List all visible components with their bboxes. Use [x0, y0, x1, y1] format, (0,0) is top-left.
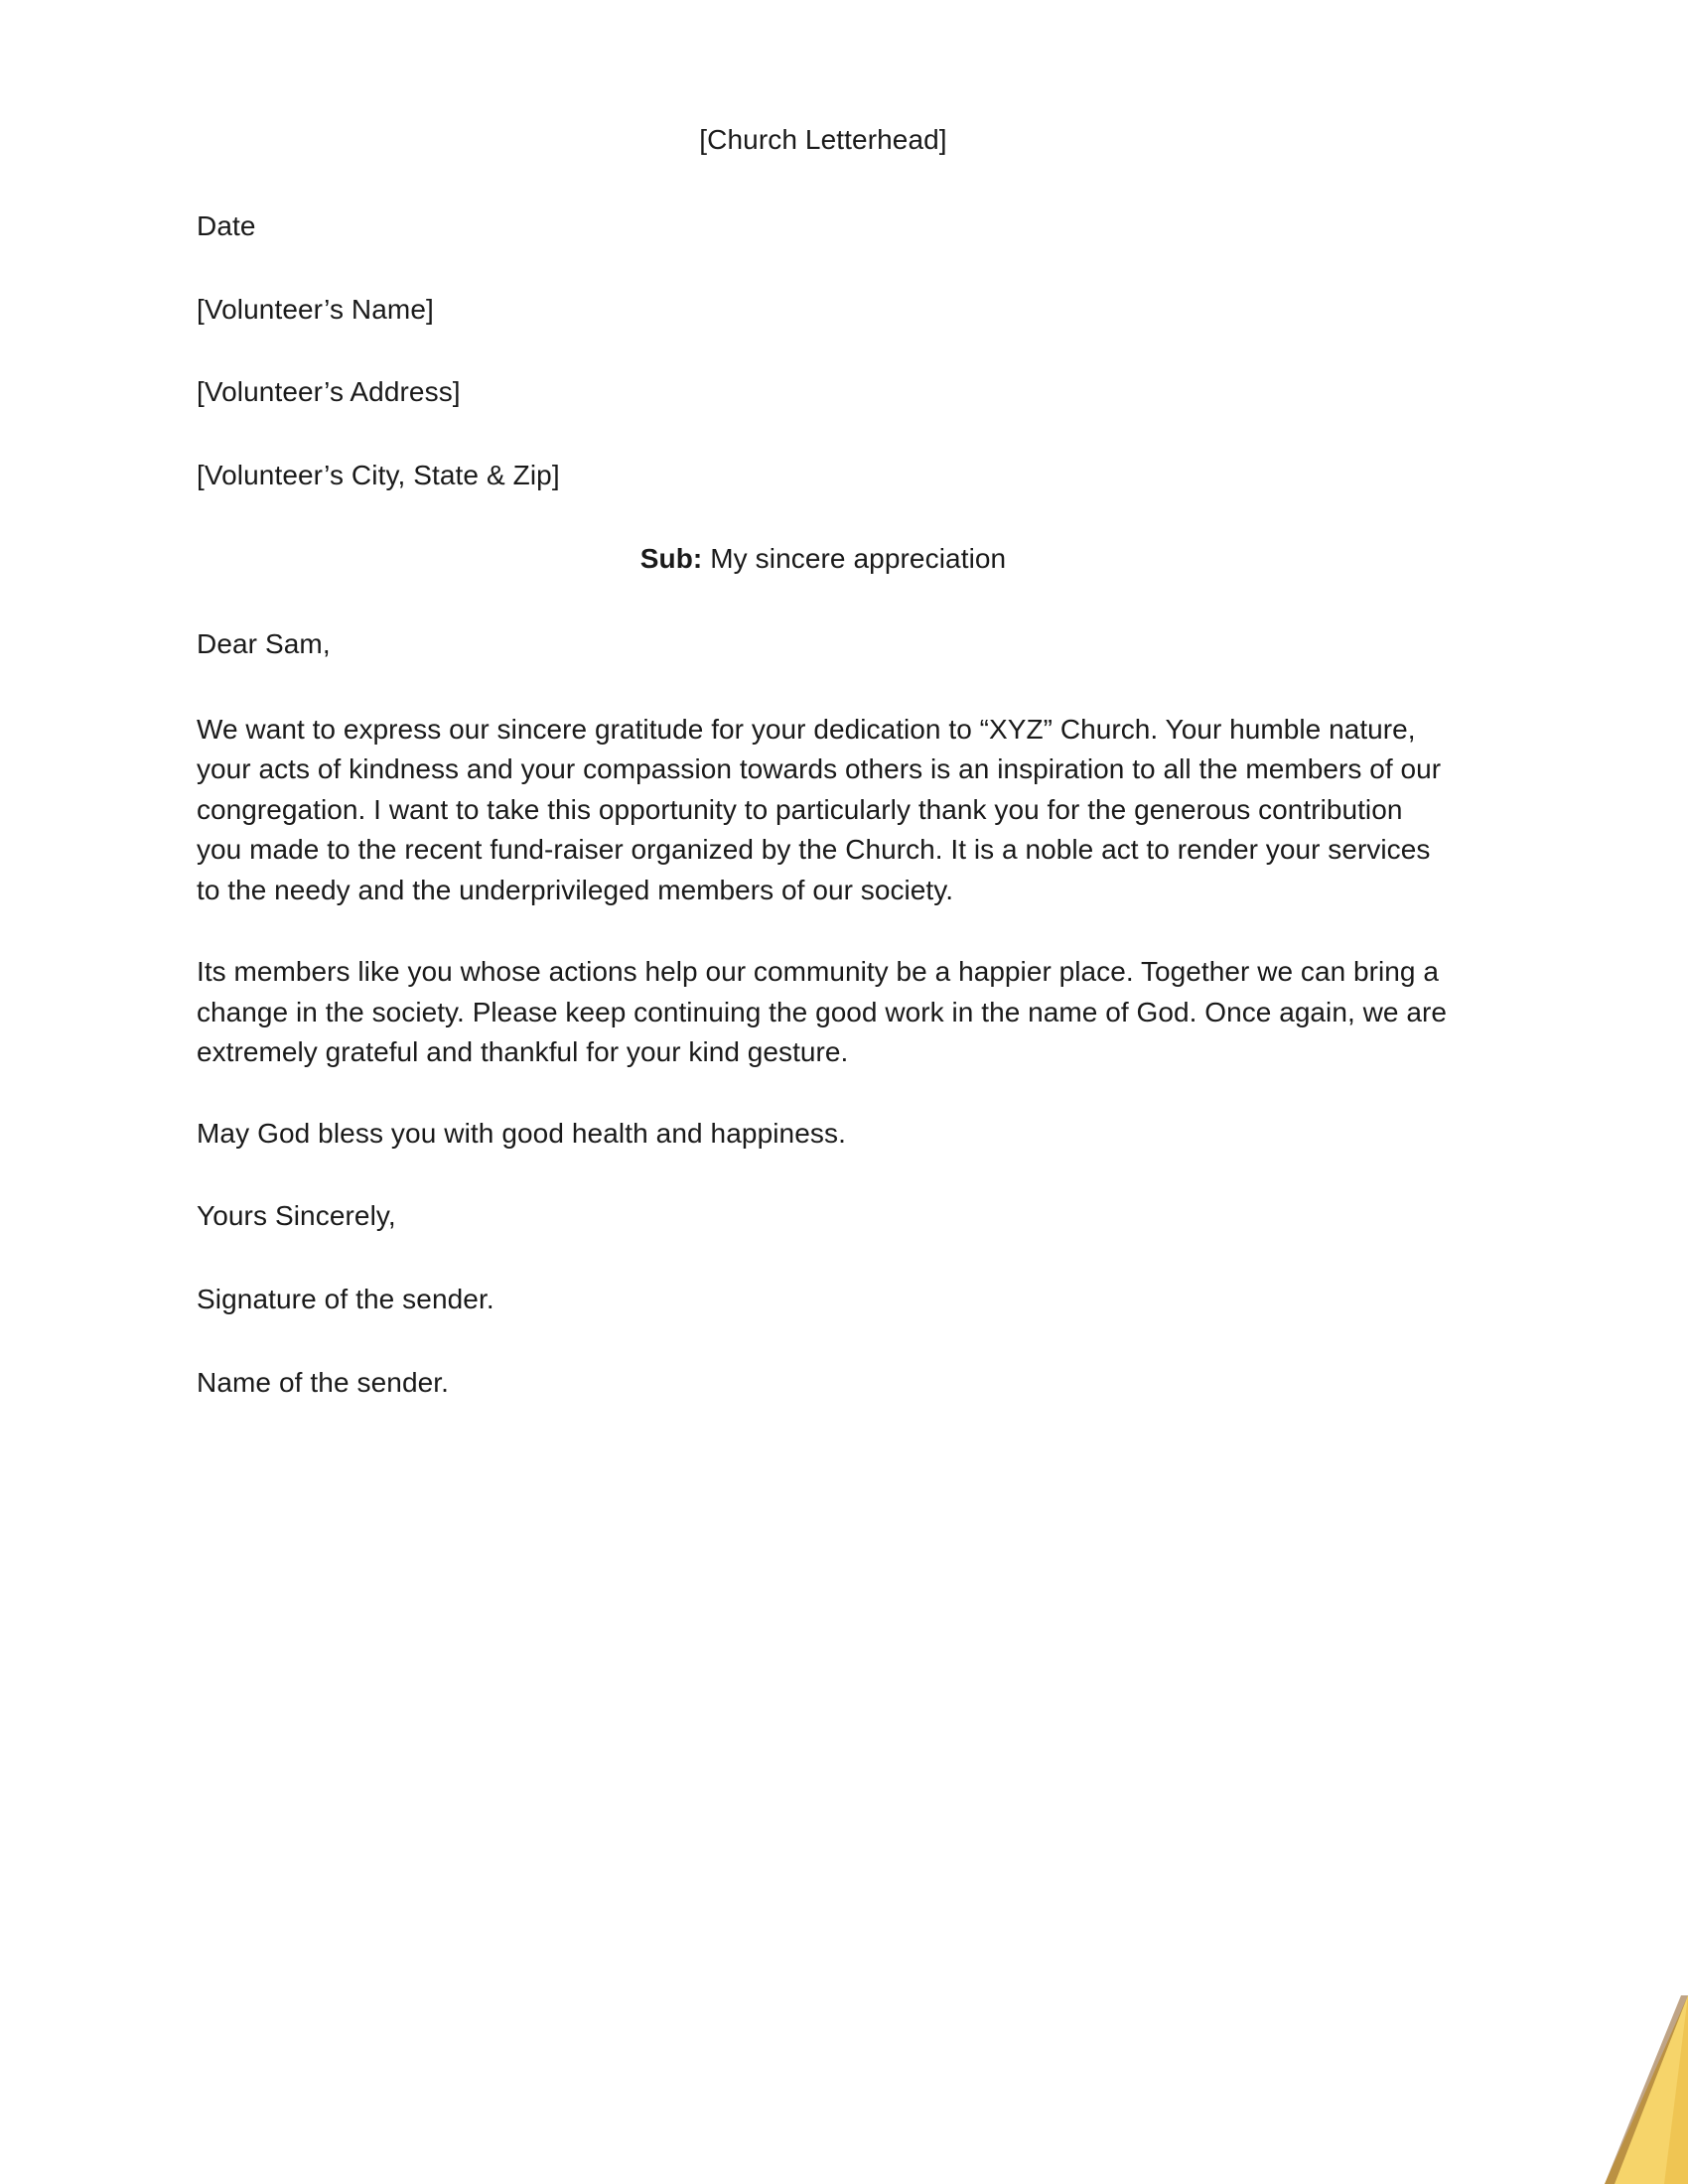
- recipient-name-placeholder: [Volunteer’s Name]: [197, 293, 434, 325]
- paragraph-spacer: [197, 1103, 1450, 1115]
- letter-content: [197, 121, 1450, 1402]
- gold-corner-wedge-icon: [1569, 1995, 1688, 2184]
- subject-text: My sincere appreciation: [702, 542, 1007, 574]
- subject-line: [197, 540, 1450, 578]
- wedge-shade-shape: [1664, 1995, 1688, 2184]
- sender-name-line: Name of the sender.: [197, 1366, 450, 1398]
- corner-wedge-svg: [1569, 1995, 1688, 2184]
- subject-label: Sub:: [639, 542, 703, 574]
- recipient-address-placeholder: [Volunteer’s Address]: [197, 376, 461, 408]
- body-paragraph-1: We want to express our sincere gratitude for your dedication to “XYZ” Church. Your humble nature, your acts of kindness and your compassion towards others is an inspiration to all the members of our congregation. I want to take this opportunity to particularly thank you for the generous contribution you made to the recent fund-raiser organized by the Church. It is a noble act to render your services to the needy and the underprivileged members of our society.: [197, 713, 1442, 905]
- salutation: Dear Sam,: [197, 627, 331, 659]
- wedge-edge-line: [1605, 1995, 1688, 2184]
- letterhead-placeholder: [Church Letterhead]: [699, 124, 947, 155]
- body-paragraph-2: Its members like you whose actions help our community be a happier place. Together we can bring a change in the society. Please keep continuing the good work in the name of God. Once again, we are extremely grateful and thankful for your kind gesture.: [197, 956, 1447, 1068]
- body-paragraph-3-blessing: May God bless you with good health and happiness.: [197, 1117, 846, 1149]
- signature-line: Signature of the sender.: [197, 1284, 494, 1315]
- paragraph-spacer: [197, 940, 1450, 952]
- date-placeholder: Date: [197, 209, 256, 241]
- valediction: Yours Sincerely,: [197, 1200, 396, 1232]
- wedge-main-shape: [1605, 1995, 1688, 2184]
- recipient-city-state-zip-placeholder: [Volunteer’s City, State & Zip]: [197, 460, 560, 491]
